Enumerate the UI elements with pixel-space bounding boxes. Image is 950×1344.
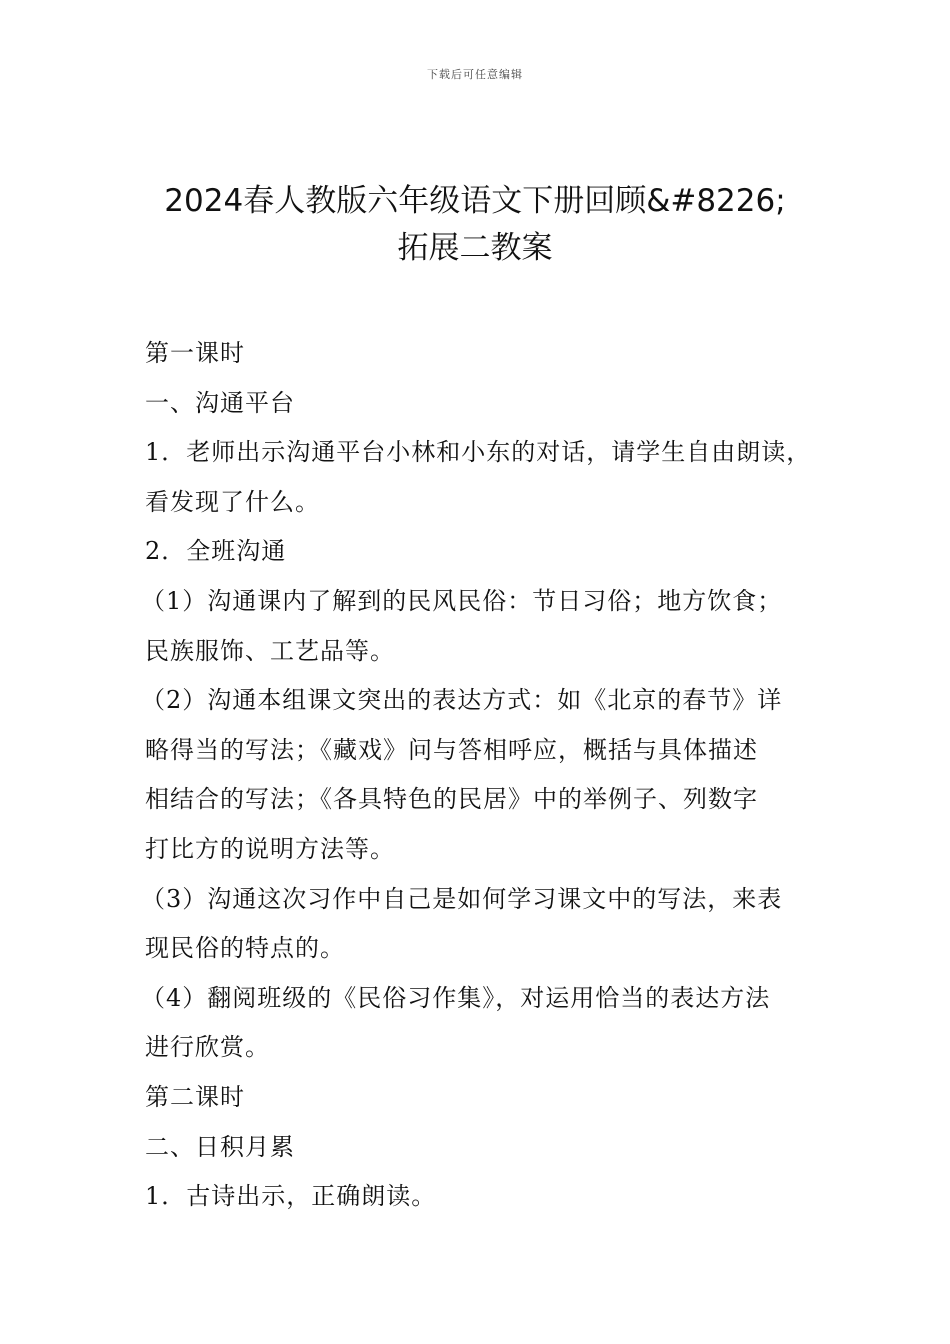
paragraph-line: （2）沟通本组课文突出的表达方式：如《北京的春节》详 xyxy=(141,686,783,715)
paragraph-line: 略得当的写法；《藏戏》问与答相呼应，概括与具体描述 xyxy=(145,735,758,764)
paragraph-line: （1）沟通课内了解到的民风民俗：节日习俗；地方饮食； xyxy=(141,586,783,615)
paragraph-line: 相结合的写法；《各具特色的民居》中的举例子、列数字 xyxy=(145,785,758,814)
paragraph-line: 打比方的说明方法等。 xyxy=(145,834,395,863)
section-heading-lesson-1: 第一课时 xyxy=(145,339,245,367)
document-title xyxy=(60,178,890,272)
section-heading: 一、沟通平台 xyxy=(145,388,295,417)
paragraph-line: 1．老师出示沟通平台小林和小东的对话，请学生自由朗读， xyxy=(145,438,812,467)
paragraph-line: 2．全班沟通 xyxy=(145,537,287,566)
page-header-note: 下载后可任意编辑 xyxy=(427,68,523,81)
title-line-2: 拓展二教案 xyxy=(397,230,553,266)
section-heading-lesson-2: 第二课时 xyxy=(145,1082,245,1111)
paragraph-line: 1．古诗出示，正确朗读。 xyxy=(145,1182,437,1211)
paragraph-line: 看发现了什么。 xyxy=(145,487,320,516)
paragraph-line: 进行欣赏。 xyxy=(145,1033,270,1062)
paragraph-line: （3）沟通这次习作中自己是如何学习课文中的写法，来表 xyxy=(141,884,783,913)
paragraph-line: 现民俗的特点的。 xyxy=(145,934,345,963)
paragraph-line: （4）翻阅班级的《民俗习作集》，对运用恰当的表达方法 xyxy=(141,983,771,1012)
title-line-1: 2024春人教版六年级语文下册回顾&#8226; xyxy=(164,183,786,219)
document-body xyxy=(141,329,825,1222)
section-heading: 二、日积月累 xyxy=(145,1132,295,1161)
paragraph-line: 民族服饰、工艺品等。 xyxy=(145,636,395,665)
